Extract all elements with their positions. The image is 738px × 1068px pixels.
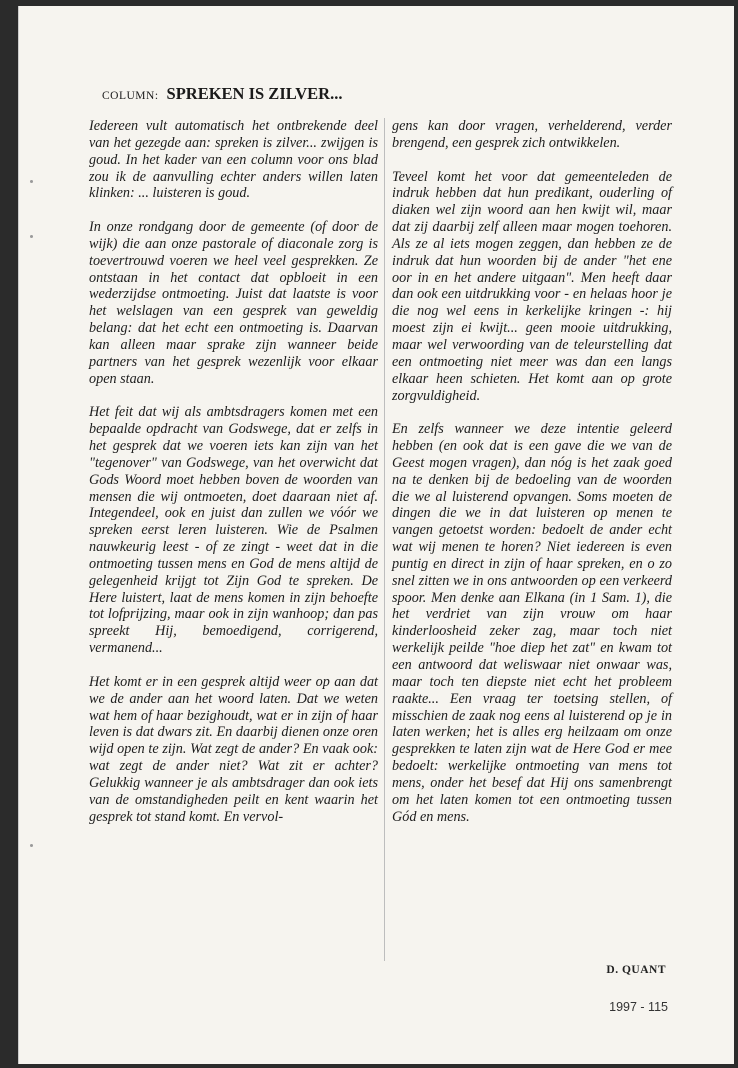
column-header	[102, 84, 342, 104]
punch-hole-mark	[30, 844, 33, 847]
paragraph: En zelfs wanneer we deze intentie geleerd hebben (en ook dat is een gave die we van de Geest mogen vragen), dan nóg is het zaak goed na te denken bij de bedoeling van de woorden die we al luisterend opvangen. Soms moeten de dingen die we in dat luisteren op menen te vangen getoetst worden: bedoelt de ander echt wat wij menen te horen? Niet iedereen is even puntig en direct in zijn of haar spreken, en o zo snel zitten we in ons antwoorden op een verkeerd spoor. Men denke aan Elkana (in 1 Sam. 1), die het verdriet van zijn vrouw om haar kinderloosheid zeker zag, maar toch niet werkelijk peilde "hoe diep het zat" en kwam tot een antwoord dat weliswaar niet onwaar was, maar toch ten diepste niet echt het probleem raakte... Een vraag ter toetsing stellen, of misschien de zaak nog eens al luisterend op je in laten werken; het is alles erg heilzaam om onze gesprekken te laten zijn wat de Here God er mee bedoelt: werkelijke ontmoeting van mens tot mens, onder het besef dat Hij ons samenbrengt om het laten komen tot een ontmoeting tussen Gód en mens.	[392, 421, 672, 825]
punch-hole-mark	[30, 235, 33, 238]
page-number: 1997 - 115	[609, 1000, 668, 1014]
paragraph: Iedereen vult automatisch het ontbrekende deel van het gezegde aan: spreken is zilver... zwijgen is goud. In het kader van een column voor ons blad zou ik de aanvulling echter anders willen laten klinken: ... luisteren is goud.	[89, 118, 378, 202]
column-divider	[384, 118, 385, 961]
right-text-column	[392, 118, 672, 842]
left-text-column	[89, 118, 378, 842]
paragraph: Het komt er in een gesprek altijd weer op aan dat we de ander aan het woord laten. Dat we weten wat hem of haar bezighoudt, wat er in zijn of haar leven is dat dwars zit. En daarbij dienen onze oren wijd open te zijn. Wat zegt de ander? En vaak ook: wat zegt de ander niet? Wat zit er achter? Gelukkig wanneer je als ambtsdrager dan ook iets van de omstandigheden peilt en kent waarin het gesprek tot stand komt. En vervol-	[89, 673, 378, 825]
punch-hole-mark	[30, 180, 33, 183]
page	[18, 6, 734, 1064]
page-title: SPREKEN IS ZILVER...	[166, 84, 343, 103]
paragraph: Het feit dat wij als ambtsdragers komen met een bepaalde opdracht van Godswege, dat er zelfs in het gesprek dat we voeren iets kan zijn van het "tegenover" van Godswege, van het overwicht dat Gods Woord moet hebben boven de woorden van mensen die wij ontmoeten, doet daaraan niet af. Integendeel, ook en juist dan zullen we vóór we spreken eerst leren luisteren. Wie de Psalmen nauwkeurig leest - of ze zingt - weet dat in die ontmoeting tussen mens en God de mens altijd de gelegenheid krijgt tot Zijn God te spreken. De Here luistert, laat de mens komen in zijn behoefte tot lofprijzing, maar ook in zijn wanhoop; dan pas spreekt Hij, bemoedigend, corrigerend, vermanend...	[89, 404, 378, 657]
paragraph: Teveel komt het voor dat gemeenteleden de indruk hebben dat hun predikant, ouderling of diaken wel zijn woord aan hen kwijt wil, maar dat zij daarbij zelf alleen maar mogen toehoren. Als ze al iets mogen zeggen, dan hebben ze de indruk dat hun woorden bij de ander "het ene oor in en het andere uitgaan". Men heeft daar dan ook een uitdrukking voor - en helaas hoor je die nog wel eens in kerkelijke kringen -: hij moest zijn ei kwijt... geen mooie uitdrukking, maar wel verwoording van de teleurstelling dat een ontmoeting niet meer was dan een langs elkaar heen schieten. Het komt aan op grote zorgvuldigheid.	[392, 168, 672, 404]
author-signature: D. QUANT	[606, 964, 666, 976]
paragraph: gens kan door vragen, verhelderend, verder brengend, een gesprek zich ontwikkelen.	[392, 118, 672, 151]
header-kicker: COLUMN:	[102, 90, 159, 102]
paragraph: In onze rondgang door de gemeente (of door de wijk) die aan onze pastorale of diaconale zorg is toevertrouwd voeren we heel veel gesprekken. Ze ontstaan in het contact dat opbloeit in een wederzijdse ontmoeting. Juist dat laatste is voor het welslagen van een gesprek van geweldig belang: dat het echt een ontmoeting is. Daarvan kan alleen maar sprake zijn wanneer beide partners van het gesprek wezenlijk voor elkaar open staan.	[89, 219, 378, 387]
